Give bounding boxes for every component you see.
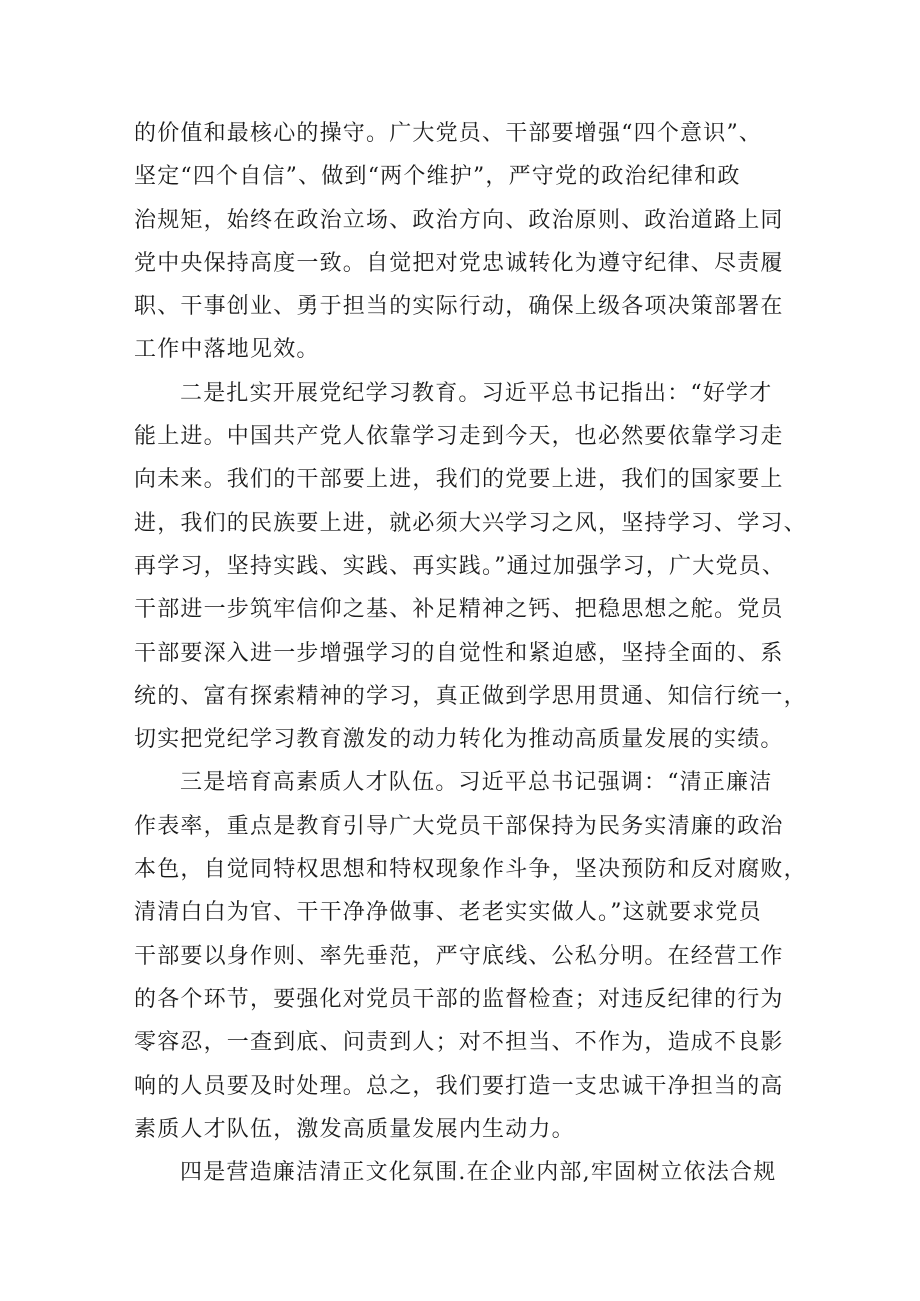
text-line: 零容忍，一查到底、问责到人；对不担当、不作为，造成不良影 — [134, 1030, 784, 1056]
text-line: 统的、富有探索精神的学习，真正做到学思用贯通、知信行统一， — [134, 683, 807, 709]
text-line: 作表率，重点是教育引导广大党员干部保持为民务实清廉的政治 — [134, 813, 784, 839]
text-line: 响的人员要及时处理。总之，我们要打造一支忠诚干净担当的高 — [134, 1073, 784, 1099]
text-line: 党中央保持高度一致。自觉把对党忠诚转化为遵守纪律、尽责履 — [134, 250, 784, 276]
text-line: 干部进一步筑牢信仰之基、补足精神之钙、把稳思想之舵。党员 — [134, 597, 784, 623]
paragraph-2-first-line: 二是扎实开展党纪学习教育。习近平总书记指出：“好学才 — [180, 380, 773, 406]
text-line: 治规矩，始终在政治立场、政治方向、政治原则、政治道路上同 — [134, 207, 784, 233]
text-line: 干部要深入进一步增强学习的自觉性和紧迫感，坚持全面的、系 — [134, 640, 784, 666]
paragraph-4-first-line: 四是营造廉洁清正文化氛围.在企业内部,牢固树立依法合规 — [180, 1160, 777, 1186]
text-line: 的各个环节，要强化对党员干部的监督检查；对违反纪律的行为 — [134, 986, 784, 1012]
text-line: 坚定“四个自信”、做到“两个维护”，严守党的政治纪律和政 — [134, 164, 741, 190]
document-body — [134, 112, 807, 1194]
text-line: 进，我们的民族要上进，就必须大兴学习之风，坚持学习、学习、 — [134, 510, 807, 536]
text-line: 能上进。中国共产党人依靠学习走到今天，也必然要依靠学习走 — [134, 424, 784, 450]
text-line: 职、干事创业、勇于担当的实际行动，确保上级各项决策部署在 — [134, 294, 784, 320]
text-line: 工作中落地见效。 — [134, 337, 320, 363]
text-line: 切实把党纪学习教育激发的动力转化为推动高质量发展的实绩。 — [134, 727, 784, 753]
text-line: 素质人才队伍，激发高质量发展内生动力。 — [134, 1116, 575, 1142]
text-line: 的价值和最核心的操守。广大党员、干部要增强“四个意识”、 — [134, 121, 763, 146]
paragraph-3-first-line: 三是培育高素质人才队伍。习近平总书记强调：“清正廉洁 — [180, 770, 773, 796]
text-line: 本色，自觉同特权思想和特权现象作斗争，坚决预防和反对腐败， — [134, 857, 807, 883]
text-line: 再学习，坚持实践、实践、再实践。”通过加强学习，广大党员、 — [134, 553, 786, 579]
text-line: 干部要以身作则、率先垂范，严守底线、公私分明。在经营工作 — [134, 943, 784, 969]
text-line: 向未来。我们的干部要上进，我们的党要上进，我们的国家要上 — [134, 467, 784, 493]
text-line: 清清白白为官、干干净净做事、老老实实做人。”这就要求党员 — [134, 900, 762, 926]
